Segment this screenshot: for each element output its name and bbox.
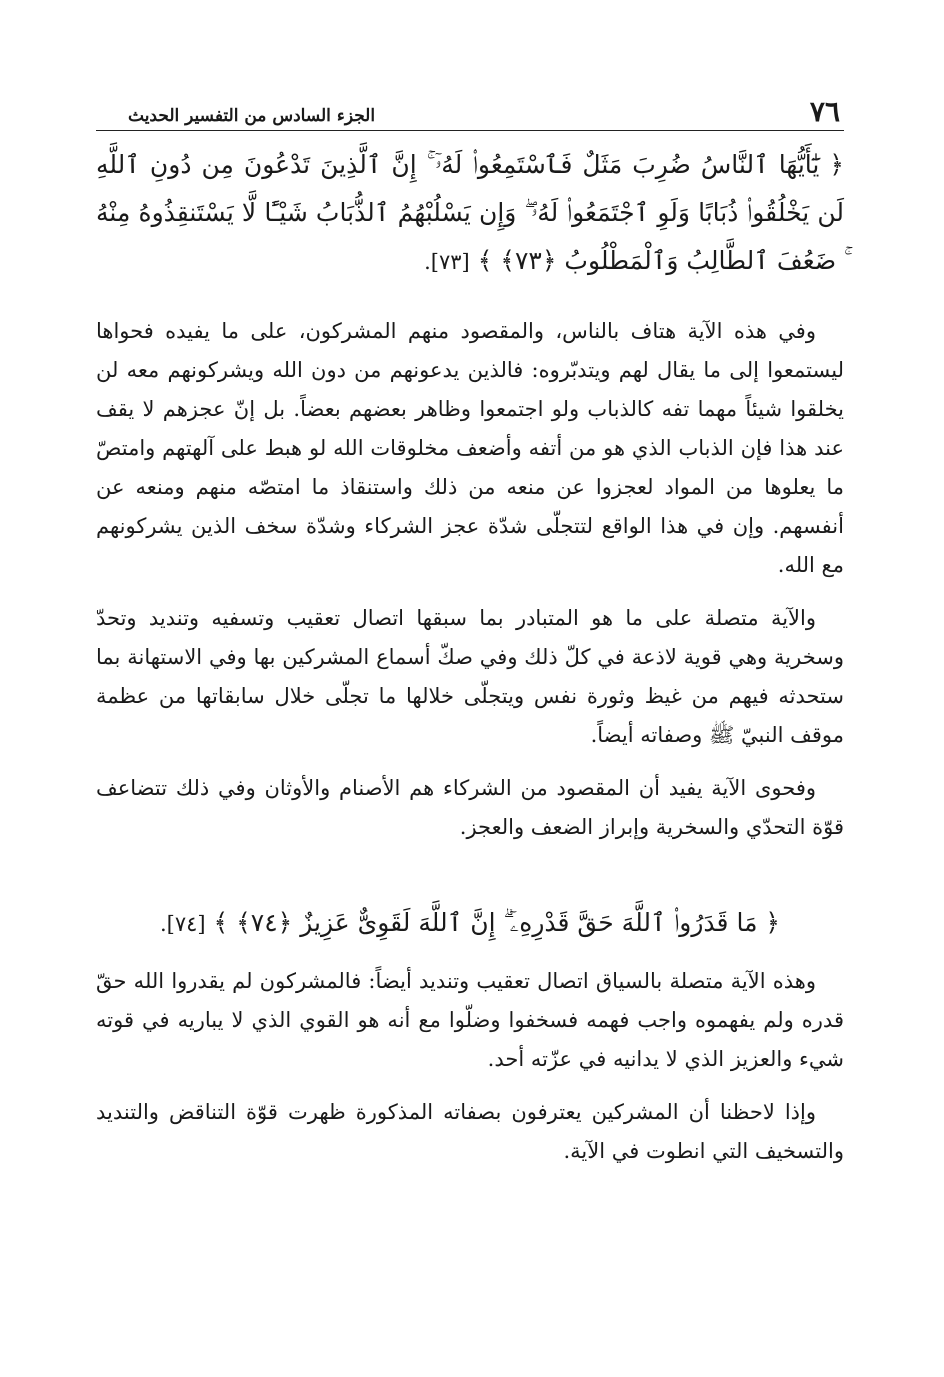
running-title: الجزء السادس من التفسير الحديث bbox=[128, 106, 376, 126]
page-header bbox=[96, 86, 844, 131]
commentary-paragraph: وهذه الآية متصلة بالسياق اتصال تعقيب وتنديد أيضاً: فالمشركون لم يقدروا الله حقّ قدره ولم يفهموه واجب فهمه فسخفوا وضلّوا مع أنه هو القوي الذي لا يباريه في قوته شيء والعزيز الذي لا يدانيه في عزّته أحد. bbox=[96, 969, 844, 1071]
verse-74-text: ﴿ مَا قَدَرُوا۟ ٱللَّهَ حَقَّ قَدْرِهِۦٓ ۗ إِنَّ ٱللَّهَ لَقَوِىٌّ عَزِيزٌ ﴿٧٤﴾ ﴾ bbox=[213, 908, 781, 937]
verse-74-ref: [٧٤]. bbox=[159, 912, 206, 936]
quran-verse-73 bbox=[96, 141, 844, 286]
verse-73-text: ﴿ يَٰٓأَيُّهَا ٱلنَّاسُ ضُرِبَ مَثَلٌ فَٱسْتَمِعُوا۟ لَهُۥٓ ۚ إِنَّ ٱلَّذِينَ تَدْعُونَ مِن دُونِ ٱللَّهِ لَن يَخْلُقُوا۟ ذُبَابًا وَلَوِ ٱجْتَمَعُوا۟ لَهُۥ ۖ وَإِن يَسْلُبْهُمُ ٱلذُّبَابُ شَيْـًٔا لَّا يَسْتَنقِذُوهُ مِنْهُ ۚ ضَعُفَ ٱلطَّالِبُ وَٱلْمَطْلُوبُ ﴿٧٣﴾ ﴾ bbox=[96, 150, 844, 275]
book-page bbox=[96, 86, 844, 1171]
page-number: ٧٦ bbox=[809, 95, 840, 128]
commentary-paragraph: والآية متصلة على ما هو المتبادر بما سبقها اتصال تعقيب وتسفيه وتنديد وتحدّ وسخرية وهي قوية لاذعة في كلّ ذلك وفي صكّ أسماع المشركين بها وفي الاستهانة بما ستحدثه فيهم من غيظ وثورة نفس ويتجلّى خلالها ما تجلّى خلال سابقاتها من عظمة موقف النبيّ ﷺ وصفاته أيضاً. bbox=[96, 606, 844, 747]
commentary-paragraph: وفحوى الآية يفيد أن المقصود من الشركاء هم الأصنام والأوثان وفي ذلك تتضاعف قوّة التحدّي والسخرية وإبراز الضعف والعجز. bbox=[96, 776, 844, 839]
commentary-paragraph: وإذا لاحظنا أن المشركين يعترفون بصفاته المذكورة ظهرت قوّة التناقض والتنديد والتسخيف التي انطوت في الآية. bbox=[96, 1100, 844, 1163]
verse-73-ref: [٧٣]. bbox=[424, 250, 470, 274]
quran-verse-74 bbox=[96, 899, 844, 948]
commentary-paragraph: وفي هذه الآية هتاف بالناس، والمقصود منهم المشركون، على ما يفيده فحواها ليستمعوا إلى ما يقال لهم ويتدبّروه: فالذين يدعونهم من دون الله ويشركونهم معه لن يخلقوا شيئاً مهما تفه كالذباب ولو اجتمعوا وظاهر بعضهم بعضاً. بل إنّ عجزهم لا يقف عند هذا فإن الذباب الذي هو من أتفه وأضعف مخلوقات الله لو هبط على آلهتهم وامتصّ ما يعلوها من المواد لعجزوا عن منعه من ذلك واستنقاذ ما امتصّه منهم ومنعه عن أنفسهم. وإن في هذا الواقع لتتجلّى شدّة عجز الشركاء وشدّة سخف الذين يشركونهم مع الله. bbox=[96, 319, 844, 577]
